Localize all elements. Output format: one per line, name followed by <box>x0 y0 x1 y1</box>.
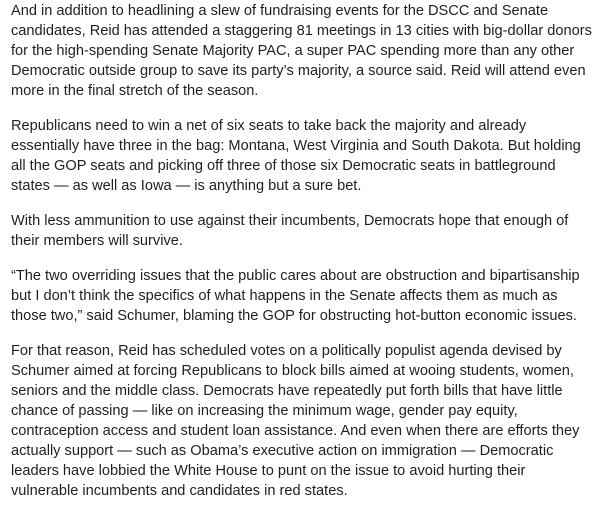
article-paragraph-schumer-quote: “The two overriding issues that the public cares about are obstruction and bipartisanship but I don’t think the specifics of what happens in the Senate affects them as much as those two,” said Schumer, blaming the GOP for obstructing hot-button economic issues. <box>11 268 580 324</box>
article-paragraph-republicans: Republicans need to win a net of six seats to take back the majority and already essentially have three in the bag: Montana, West Virginia and South Dakota. But holding all the GOP seats and picking off three of those six Democratic seats in battleground states — as well as Iowa — is anything but a sure bet. <box>11 118 581 194</box>
article-paragraph-ammunition: With less ammunition to use against their incumbents, Democrats hope that enough of their members will survive. <box>11 213 569 249</box>
article-paragraph-agenda: For that reason, Reid has scheduled votes on a politically populist agenda devised by Schumer aimed at forcing Republicans to block bills aimed at wooing students, women, seniors and the middle class. Democrats have repeatedly put forth bills that have little chance of passing — like on increasing the minimum wage, gender pay equity, contraception access and student loan assistance. And even when there are efforts they actually support — such as Obama’s executive action on immigration — Democratic leaders have lobbied the White House to punt on the issue to avoid hurting their vulnerable incumbents and candidates in red states. <box>11 343 580 499</box>
article-paragraph-fundraising: And in addition to headlining a slew of fundraising events for the DSCC and Senate candidates, Reid has attended a staggering 81 meetings in 13 cities with big-dollar donors for the high-spending Senate Majority PAC, a super PAC spending more than any other Democratic outside group to save its party’s majority, a source said. Reid will attend even more in the final stretch of the season. <box>11 3 592 99</box>
article-body <box>11 1 593 516</box>
